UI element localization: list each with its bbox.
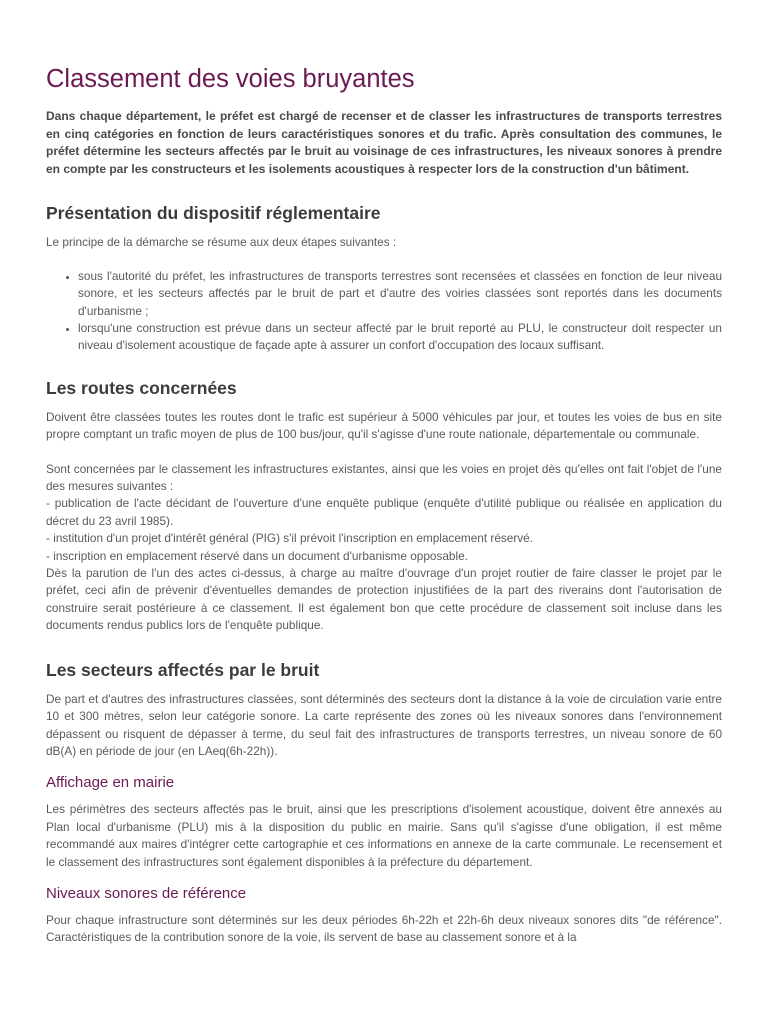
secteurs-paragraph: De part et d'autres des infrastructures classées, sont déterminés des secteurs dont la distance à la voie de circulation varie entre 10 et 300 mètres, selon leur catégorie sonore. La carte représente des zones où les niveaux sonores dans l'environnement dépassent ou risquent de dépasser à terme, du seul fait des infrastructures de transports terrestres, un niveau sonore de 60 dB(A) en période de jour (en LAeq(6h-22h)). [46, 691, 722, 758]
section-heading-secteurs: Les secteurs affectés par le bruit [46, 659, 320, 680]
niveaux-paragraph: Pour chaque infrastructure sont déterminés sur les deux périodes 6h-22h et 22h-6h deux niveaux sonores dits "de référence". Caractéristiques de la contribution sonore de la voie, ils servent de base au classement sonore et à la [46, 912, 722, 945]
measure-line: - institution d'un projet d'intérêt général (PIG) s'il prévoit l'inscription en emplacement réservé. [46, 531, 534, 546]
list-item: • lorsqu'une construction est prévue dans un secteur affecté par le bruit reporté au PLU, le constructeur doit respecter un niveau d'isolement acoustique de façade apte à assurer un confort d'occupation des locaux suffisant. [78, 320, 722, 355]
measure-line: - publication de l'acte décidant de l'ouverture d'une enquête publique (enquête d'utilité publique ou réalisée en application du décret du 23 avril 1985). [46, 496, 722, 528]
affichage-paragraph: Les périmètres des secteurs affectés pas le bruit, ainsi que les prescriptions d'isolement acoustique, doivent être annexés au Plan local d'urbanisme (PLU) mis à la disposition du public en mairie. Sans qu'il s'agisse d'une obligation, il est même recommandé aux maires d'intégrer cette cartographie et ces informations en annexe de la carte communale. Le recensement et le classement des infrastructures sont également disponibles à la préfecture du département. [46, 802, 722, 869]
subsection-heading-affichage: Affichage en mairie [46, 774, 175, 792]
routes-paragraph: Doivent être classées toutes les routes dont le trafic est supérieur à 5000 véhicules par jour, et toutes les voies de bus en site propre comptant un trafic moyen de plus de 100 bus/jour, qu'il s'agisse d'une route nationale, départementale ou communale. [46, 409, 722, 442]
section-heading-routes: Les routes concernées [46, 377, 237, 398]
measures-intro: Sont concernées par le classement les infrastructures existantes, ainsi que les voies en projet dès qu'elles ont fait l'objet de l'une des mesures suivantes : [46, 461, 722, 494]
measure-conclusion: Dès la parution de l'un des actes ci-dessus, à charge au maître d'ouvrage d'un projet routier de faire classer le projet par le préfet, ceci afin de prévenir d'éventuelles demandes de protection injustifiées de la part des riverains dont l'autorisation de construire serait postérieure à ce classement. Il est également bon que cette procédure de classement soit incluse dans les documents rendus publics lors de l'enquête publique. [46, 566, 722, 633]
section-intro: Le principe de la démarche se résume aux deux étapes suivantes : [46, 235, 397, 250]
section-heading-dispositif: Présentation du dispositif réglementaire [46, 203, 381, 224]
routes-paragraph-measures [46, 461, 722, 635]
subsection-heading-niveaux: Niveaux sonores de référence [46, 884, 247, 902]
measure-line: - inscription en emplacement réservé dans un document d'urbanisme opposable. [46, 548, 468, 563]
list-item: • sous l'autorité du préfet, les infrastructures de transports terrestres sont recensées et classées en fonction de leur niveau sonore, et les secteurs affectés par le bruit de part et d'autre des voiries classées sont reportés dans les documents d'urbanisme ; [78, 268, 722, 320]
page-title: Classement des voies bruyantes [46, 65, 415, 93]
steps-list [46, 268, 722, 355]
lead-paragraph: Dans chaque département, le préfet est chargé de recenser et de classer les infrastructures de transports terrestres en cinq catégories en fonction de leurs caractéristiques sonores et du trafic. Après consultation des communes, le préfet détermine les secteurs affectés par le bruit au voisinage de ces infrastructures, les niveaux sonores à prendre en compte par les constructeurs et les isolements acoustiques à respecter lors de la construction d'un bâtiment. [46, 109, 722, 176]
